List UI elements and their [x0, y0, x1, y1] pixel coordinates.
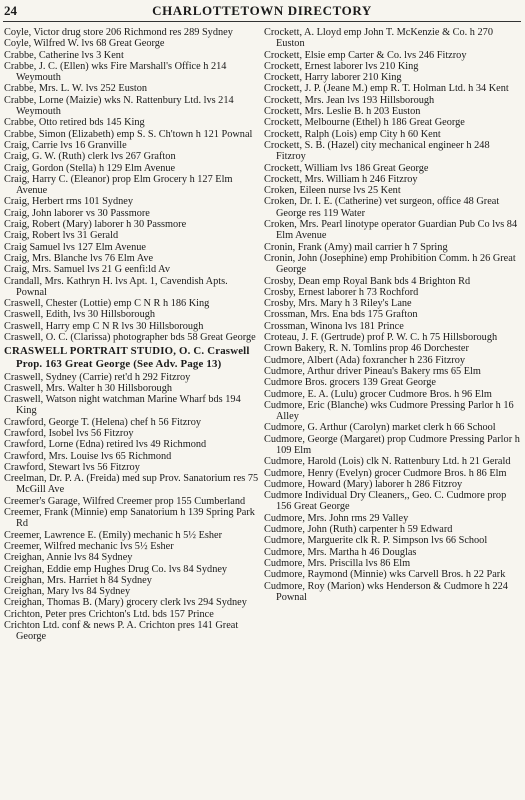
directory-entry: Crockett, Mrs. Leslie B. h 203 Euston [264, 106, 421, 118]
directory-entry: Crockett, Mrs. William h 246 Fitzroy [264, 173, 418, 185]
directory-entry: Cudmore, Henry (Evelyn) grocer Cudmore Bros. h 86 Elm [264, 467, 507, 479]
directory-entry: Croken, Eileen nurse lvs 25 Kent [264, 185, 401, 197]
directory-entry: Crichton Ltd. conf & news P. A. Crichton pres 141 Great George [4, 620, 239, 643]
directory-entry: Croteau, J. F. (Gertrude) prof P. W. C. h 75 Hillsborough [264, 332, 498, 344]
directory-entry: Craig, John laborer vs 30 Passmore [4, 207, 150, 219]
directory-entry: Creemer, Lawrence E. (Emily) mechanic h 5½ Esher [4, 529, 223, 541]
directory-entry: Cudmore, G. Arthur (Carolyn) market clerk h 66 School [264, 422, 496, 434]
directory-entry: Cudmore, Mrs. John rms 29 Valley [264, 512, 409, 524]
directory-entry: Crichton, Peter pres Crichton's Ltd. bds 157 Prince [4, 608, 214, 620]
directory-entry: Cudmore, Harold (Lois) clk N. Rattenbury Ltd. h 21 Gerald [264, 456, 511, 468]
directory-entry: Cudmore, John (Ruth) carpenter h 59 Edward [264, 524, 453, 536]
directory-entry: Creighan, Mrs. Harriet h 84 Sydney [4, 574, 152, 586]
directory-entry: Cudmore, E. A. (Lulu) grocer Cudmore Bros. h 96 Elm [264, 388, 492, 400]
directory-entry: Craig Samuel lvs 127 Elm Avenue [4, 241, 146, 253]
directory-entry: Craig, G. W. (Ruth) clerk lvs 267 Grafton [4, 151, 176, 163]
directory-entry: Creemer's Garage, Wilfred Creemer prop 155 Cumberland [4, 495, 246, 507]
directory-entry: Cudmore, Marguerite clk R. P. Simpson lvs 66 School [264, 535, 488, 547]
directory-entry: Craswell, Watson night watchman Marine Wharf bds 194 King [4, 394, 241, 417]
left-column [4, 27, 260, 643]
running-title: CHARLOTTETOWN DIRECTORY [152, 3, 372, 18]
directory-entry: Crockett, Harry laborer 210 King [264, 72, 402, 84]
directory-entry: Croken, Mrs. Pearl linotype operator Guardian Pub Co lvs 84 Elm Avenue [264, 219, 518, 242]
directory-entry: Craswell, Edith, lvs 30 Hillsborough [4, 309, 156, 321]
page-number: 24 [4, 3, 17, 18]
directory-entry: Crockett, A. Lloyd emp John T. McKenzie & Co. h 270 Euston [264, 27, 493, 50]
directory-entry: Craig, Mrs. Blanche lvs 76 Elm Ave [4, 252, 154, 264]
directory-entry: Cudmore, Roy (Marion) wks Henderson & Cudmore h 224 Pownal [264, 580, 508, 603]
directory-entry: Crossman, Mrs. Ena bds 175 Grafton [264, 309, 418, 321]
advertisement-entry: CRASWELL PORTRAIT STUDIO, O. C. Craswell Prop. 163 Great George (See Adv. Page 13) [4, 345, 250, 370]
directory-entry: Cronin, Frank (Amy) mail carrier h 7 Spring [264, 241, 448, 253]
directory-entry: Creighan, Mary lvs 84 Sydney [4, 586, 131, 598]
directory-entry: Cudmore, Eric (Blanche) wks Cudmore Pressing Parlor h 16 Alley [264, 399, 514, 423]
directory-entry: Crabbe, Otto retired bds 145 King [4, 117, 145, 129]
directory-entry: Crossman, Winona lvs 181 Prince [264, 320, 404, 332]
directory-entry: Craig, Herbert rms 101 Sydney [4, 196, 133, 208]
directory-entry: Crabbe, Lorne (Maizie) wks N. Rattenbury Ltd. lvs 214 Weymouth [4, 94, 234, 118]
directory-entry: Crawford, George T. (Helena) chef h 56 Fitzroy [4, 416, 202, 428]
directory-entry: Creighan, Eddie emp Hughes Drug Co. lvs 84 Sydney [4, 563, 228, 575]
directory-entry: Crockett, J. P. (Jeane M.) emp R. T. Holman Ltd. h 34 Kent [264, 83, 509, 95]
directory-entry: Craig, Gordon (Stella) h 129 Elm Avenue [4, 162, 176, 174]
directory-entry: Crockett, Elsie emp Carter & Co. lvs 246 Fitzroy [264, 49, 467, 61]
directory-entry: Cronin, John (Josephine) emp Prohibition Comm. h 26 Great George [264, 252, 516, 276]
directory-entry: Crown Bakery, R. N. Tomlins prop 46 Dorchester [264, 343, 469, 355]
directory-entry: Craswell, Mrs. Walter h 30 Hillsborough [4, 382, 173, 394]
directory-entry: Crosby, Ernest laborer h 73 Rochford [264, 286, 419, 298]
directory-entry: Cudmore, Albert (Ada) foxrancher h 236 Fitzroy [264, 354, 466, 366]
directory-entry: Coyle, Victor drug store 206 Richmond res 289 Sydney [4, 27, 233, 38]
directory-entry: Crockett, Ralph (Lois) emp City h 60 Kent [264, 128, 441, 140]
directory-entry: Craig, Robert lvs 31 Gerald [4, 230, 119, 242]
directory-entry: Crockett, Ernest laborer lvs 210 King [264, 60, 419, 72]
directory-entry: Cudmore, Arthur driver Pineau's Bakery rms 65 Elm [264, 365, 481, 377]
directory-entry: Crabbe, J. C. (Ellen) wks Fire Marshall's Office h 214 Weymouth [4, 60, 227, 84]
directory-entry: Croken, Dr. I. E. (Catherine) vet surgeon, office 48 Great George res 119 Water [264, 196, 500, 219]
directory-entry: Craswell, Chester (Lottie) emp C N R h 186 King [4, 298, 210, 310]
directory-entry: Creemer, Wilfred mechanic lvs 5½ Esher [4, 540, 174, 552]
directory-entry: Crockett, Mrs. Jean lvs 193 Hillsborough [264, 94, 435, 106]
directory-entry: Crockett, S. B. (Hazel) city mechanical engineer h 248 Fitzroy [264, 139, 490, 163]
directory-entry: Crandall, Mrs. Kathryn H. lvs Apt. 1, Cavendish Apts. Pownal [4, 275, 228, 298]
directory-entry: Crockett, Melbourne (Ethel) h 186 Great George [264, 117, 465, 129]
directory-entry: Craig, Robert (Mary) laborer h 30 Passmore [4, 219, 187, 231]
directory-entry: Cudmore, Raymond (Minnie) wks Carvell Bros. h 22 Park [264, 569, 506, 581]
directory-entry: Creighan, Annie lvs 84 Sydney [4, 552, 133, 564]
page-header [3, 3, 521, 22]
directory-entry: Cudmore, Mrs. Martha h 46 Douglas [264, 546, 417, 558]
right-column [264, 27, 520, 603]
directory-entry: Crawford, Lorne (Edna) retired lvs 49 Richmond [4, 439, 207, 451]
directory-entry: Craswell, O. C. (Clarissa) photographer bds 58 Great George [4, 332, 256, 344]
directory-entry: Creemer, Frank (Minnie) emp Sanatorium h 139 Spring Park Rd [4, 507, 255, 530]
directory-entry: Crosby, Mrs. Mary h 3 Riley's Lane [264, 298, 412, 310]
directory-entry: Craig, Mrs. Samuel lvs 21 G eenfi:ld Av [4, 264, 170, 276]
directory-entry: Creighan, Thomas B. (Mary) grocery clerk lvs 294 Sydney [4, 597, 247, 609]
directory-entry: Crabbe, Simon (Elizabeth) emp S. S. Ch'town h 121 Pownal [4, 128, 253, 140]
directory-entry: Craig, Harry C. (Eleanor) prop Elm Grocery h 127 Elm Avenue [4, 173, 233, 197]
directory-entry: Crawford, Stewart lvs 56 Fitzroy [4, 461, 140, 473]
directory-entry: Cudmore, Howard (Mary) laborer h 286 Fitzroy [264, 478, 463, 490]
directory-entry: Cudmore Individual Dry Cleaners,, Geo. C. Cudmore prop 156 Great George [264, 490, 507, 513]
directory-entry: Crawford, Isobel lvs 56 Fitzroy [4, 427, 134, 439]
directory-entry: Cudmore, Mrs. Priscilla lvs 86 Elm [264, 557, 411, 569]
directory-entry: Crockett, William lvs 186 Great George [264, 162, 429, 174]
directory-entry: Coyle, Wilfred W. lvs 68 Great George [4, 38, 165, 50]
directory-entry: Crawford, Mrs. Louise lvs 65 Richmond [4, 450, 172, 462]
directory-entry: Craig, Carrie lvs 16 Granville [4, 139, 127, 151]
directory-entry: Creelman, Dr. P. A. (Freida) med sup Prov. Sanatorium res 75 McGill Ave [4, 473, 259, 496]
directory-entry: Crabbe, Mrs. L. W. lvs 252 Euston [4, 83, 148, 95]
directory-entry: Crabbe, Catherine lvs 3 Kent [4, 49, 124, 61]
directory-entry: Craswell, Sydney (Carrie) ret'd h 292 Fitzroy [4, 371, 191, 383]
directory-entry: Crosby, Dean emp Royal Bank bds 4 Brighton Rd [264, 275, 471, 287]
directory-entry: Cudmore Bros. grocers 139 Great George [264, 377, 436, 389]
directory-entry: Cudmore, George (Margaret) prop Cudmore Pressing Parlor h 109 Elm [264, 433, 520, 456]
directory-entry: Craswell, Harry emp C N R lvs 30 Hillsborough [4, 320, 204, 332]
